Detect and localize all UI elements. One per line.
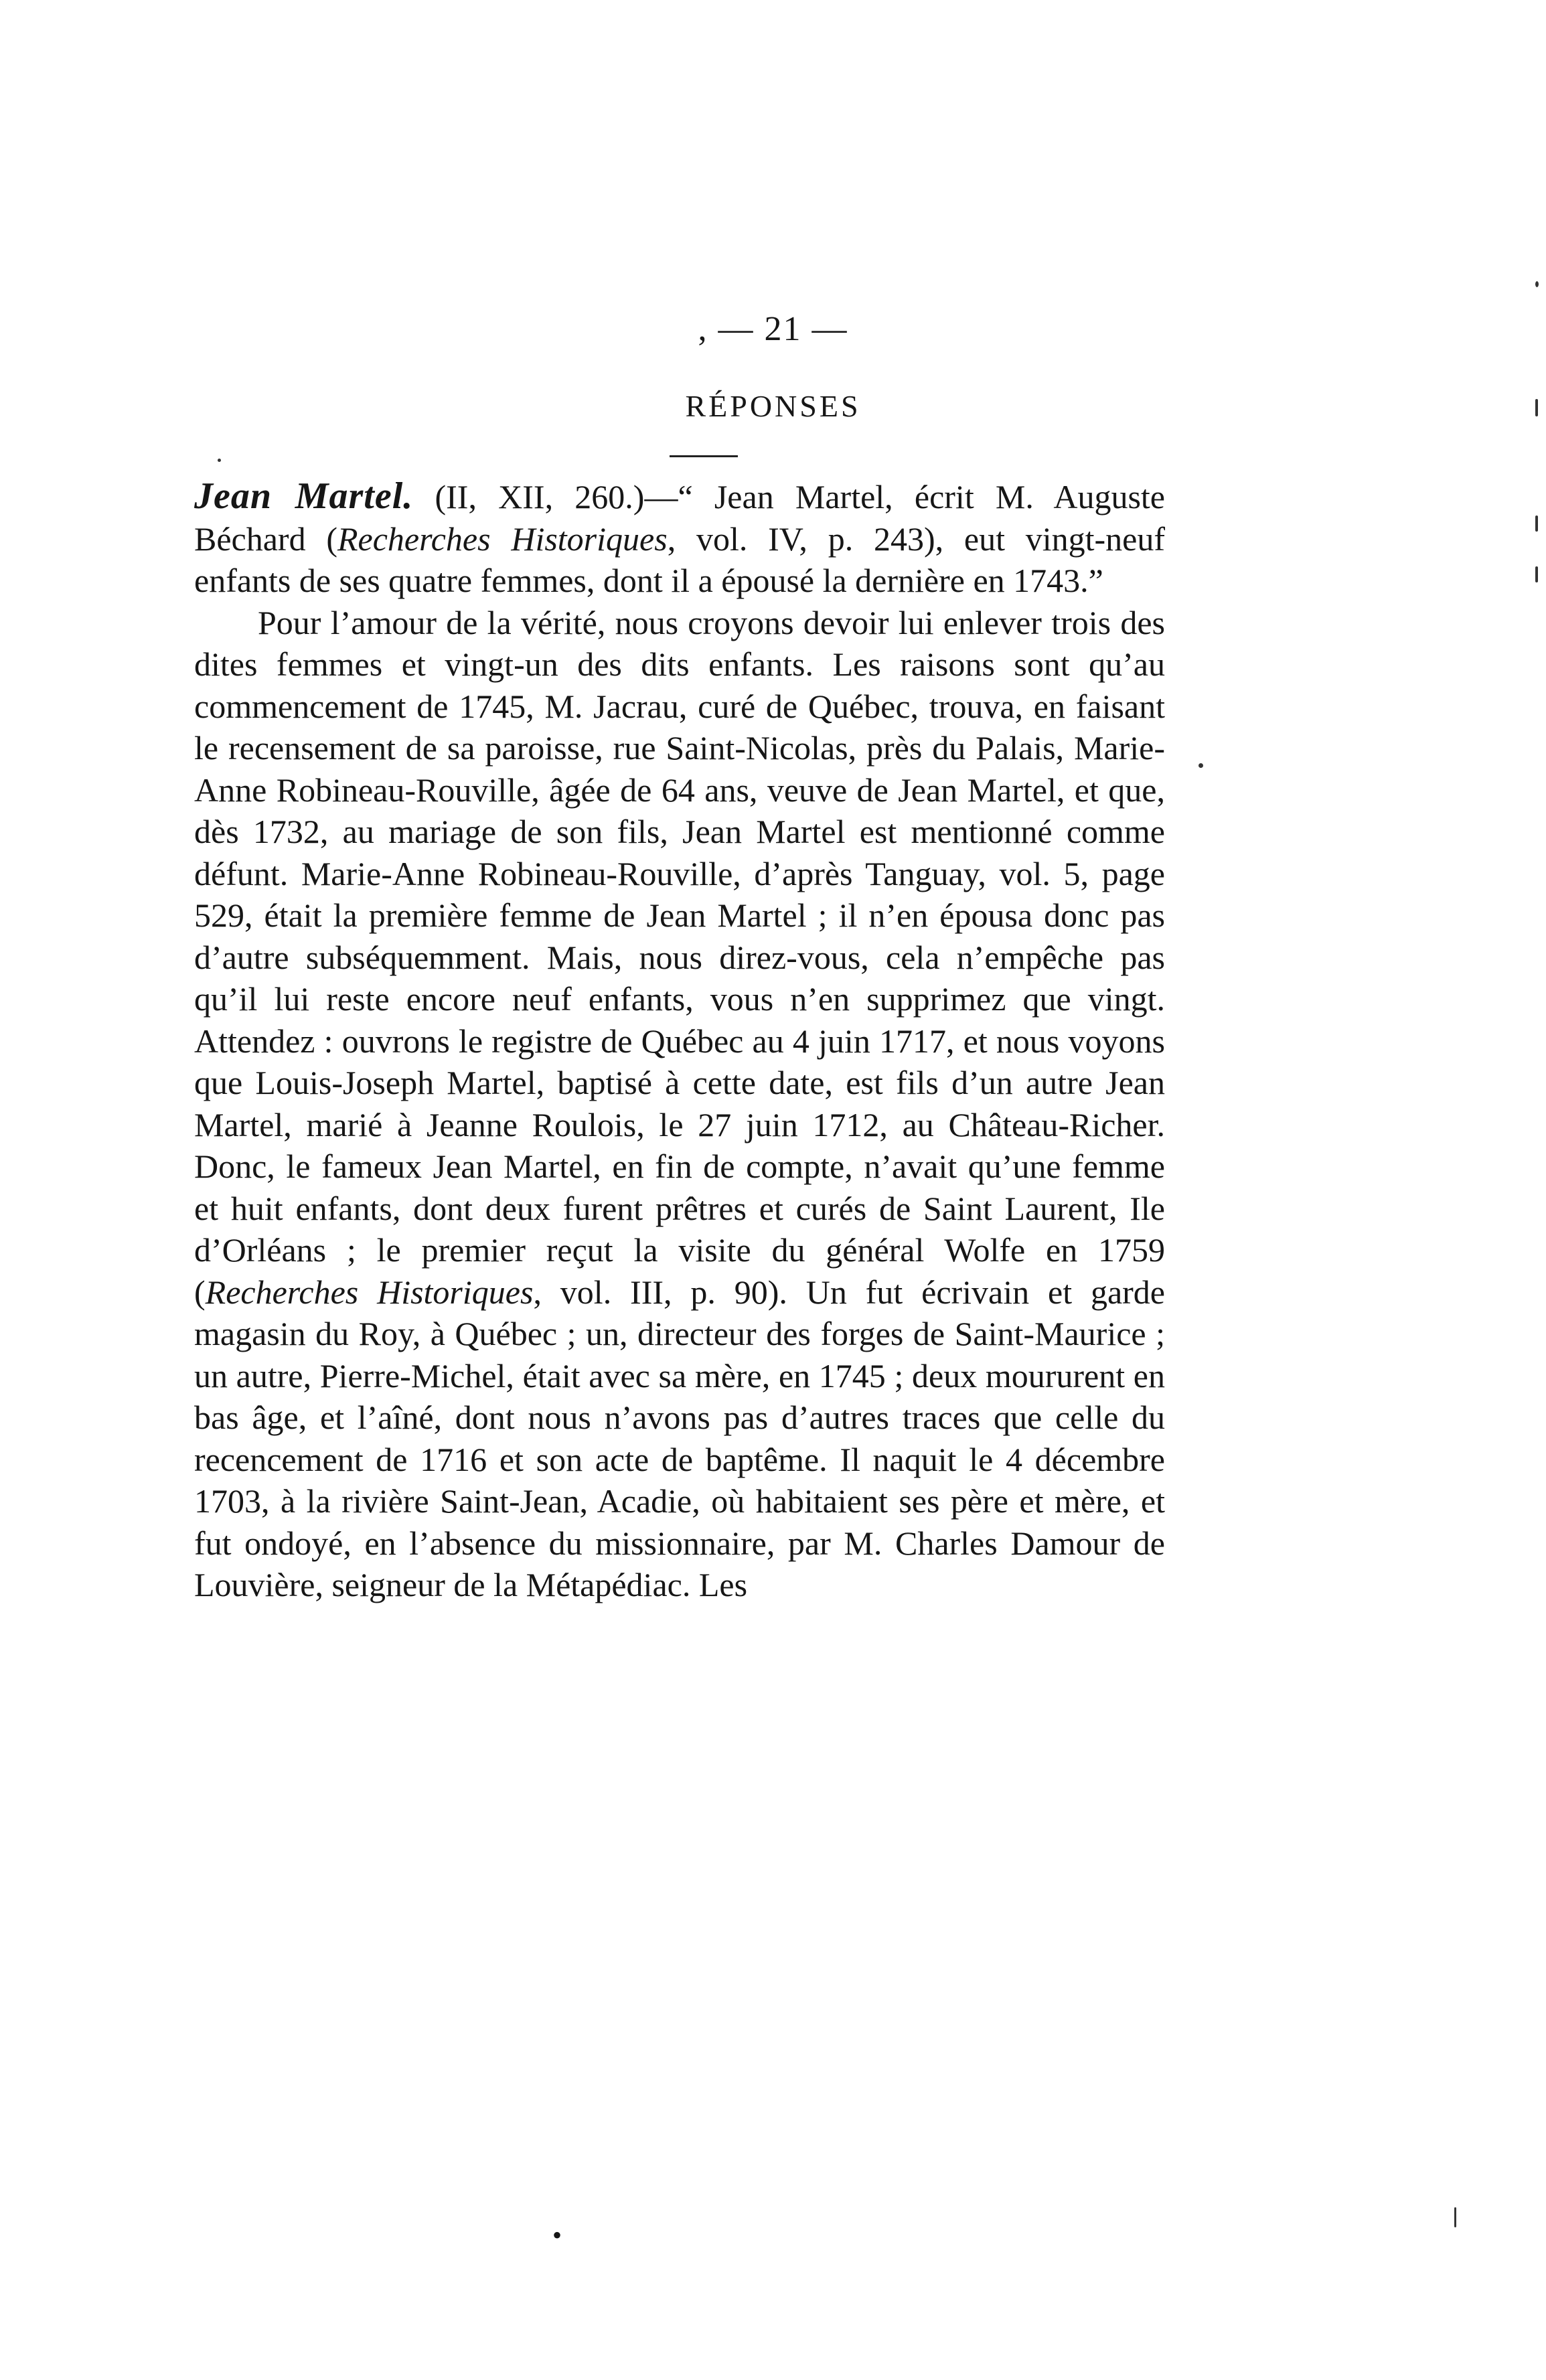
paragraph-2-citation: Recherches Historiques xyxy=(205,1273,534,1311)
paragraph-2-text-a: Pour l’amour de la vérité, nous croyons devoir lui enlever trois des dites femmes et vingt-un des dits enfants. Les raisons sont qu’au commencement de 1745, M. Jacrau, curé de Québec, trouva, en faisant le recensement de sa paroisse, rue Saint-Nicolas, près du Palais, Marie-Anne Robineau-Rouville, âgée de 64 ans, veuve de Jean Martel, et que, dès 1732, au mariage de son fils, Jean Martel est mentionné comme défunt. Marie-Anne Robineau-Rouville, d’après Tanguay, vol. 5, page 529, était la première femme de Jean Martel ; il n’en épousa donc pas d’autre subséquemment. Mais, nous direz-vous, cela n’empêche pas qu’il lui reste encore neuf enfants, vous n’en supprimez que vingt. Attendez : ouvrons le registre de Québec au 4 juin 1717, et nous voyons que Louis-Joseph Martel, baptisé à cette date, est fils d’un autre Jean Martel, marié à Jeanne Roulois, le 27 juin 1712, au Château-Richer. Donc, le fameux Jean Martel, en fin de compte, n’avait qu’une femme et huit enfants, dont deux furent prêtres et curés de Saint Laurent, Ile d’Orléans ; le premier reçut la visite du général Wolfe en 1759 ( xyxy=(194,603,1165,1311)
section-title: RÉPONSES xyxy=(685,389,861,423)
scan-speck xyxy=(218,459,221,462)
scan-speck xyxy=(1199,763,1203,768)
paragraph-1 xyxy=(194,475,1165,602)
scan-speck xyxy=(1535,566,1538,582)
entry-name: Jean Martel. xyxy=(194,475,414,517)
title-rule xyxy=(670,455,738,457)
body-text xyxy=(194,475,1165,1606)
scan-speck xyxy=(1535,399,1538,416)
paragraph-2 xyxy=(194,602,1165,1606)
scan-speck xyxy=(1535,281,1539,287)
paragraph-2-text-c: , vol. III, p. 90). Un fut écrivain et garde magasin du Roy, à Québec ; un, directeur des forges de Saint-Maurice ; un autre, Pierre-Michel, était avec sa mère, en 1745 ; deux moururent en bas âge, et l’aîné, dont nous n’avons pas d’autres traces que celle du recencement de 1716 et son acte de baptême. Il naquit le 4 décembre 1703, à la rivière Saint-Jean, Acadie, où habitaient ses père et mère, et fut ondoyé, en l’absence du missionnaire, par M. Charles Damour de Louvière, seigneur de la Métapédiac. Les xyxy=(194,1273,1165,1603)
paragraph-1-text-a: (II, XII, 260.)—“ Jean Martel, écrit M. Auguste Béchard ( xyxy=(194,478,1165,558)
paragraph-1-citation: Recherches Historiques xyxy=(337,520,668,558)
paragraph-1-text-c: , vol. IV, p. 243), eut vingt-neuf enfants de ses quatre femmes, dont il a épousé la dernière en 1743.” xyxy=(194,520,1165,599)
scan-speck xyxy=(1454,2207,1456,2227)
page-number: , — 21 — xyxy=(698,310,848,348)
scan-speck xyxy=(1535,515,1538,532)
footer-mark: • xyxy=(552,2220,562,2250)
